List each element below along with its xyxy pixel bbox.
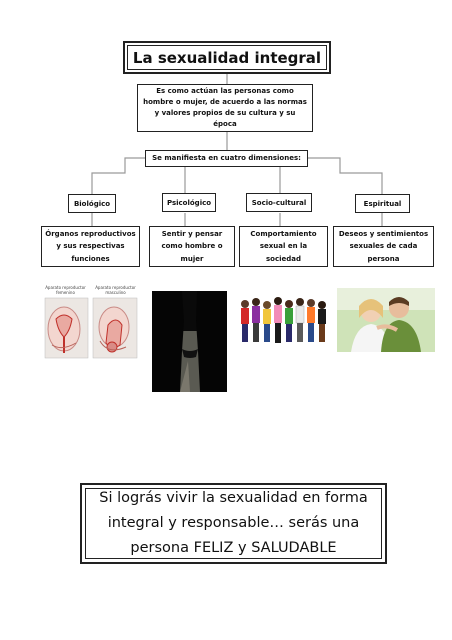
page-title: La sexualidad integral [132,48,322,67]
definition-text: Es como actúan las personas como hombre o mujer, de acuerdo a las normas y valores propios de su cultura y su época [143,87,307,128]
male-system-caption: Aparato reproductor masculino [95,285,136,295]
description-biologico [41,226,140,267]
category-biologico [68,194,116,213]
category-label: Espiritual [363,199,402,208]
closing-message: Si lográs vivir la sexualidad en forma integral y responsable… serás una persona FELIZ y SALUDABLE [99,490,368,556]
description-socio-cultural [239,226,328,267]
category-psicologico [162,193,216,212]
closing-message-box [80,483,387,564]
definition-box [137,84,313,132]
category-label: Psicológico [166,198,212,207]
description-text: Sentir y pensar como hombre o mujer [161,229,223,263]
dimensions-label: Se manifiesta en cuatro dimensiones: [152,154,301,162]
description-espiritual [333,226,434,267]
category-socio-cultural [246,193,312,212]
description-text: Deseos y sentimientos sexuales de cada persona [338,229,429,263]
reproductive-anatomy-image [42,285,140,362]
happy-couple-image [337,288,435,352]
couple-silhouette-image [152,291,227,392]
category-label: Biológico [73,199,111,208]
description-text: Órganos reproductivos y sus respectivas funciones [45,229,136,263]
description-psicologico [149,226,235,267]
female-system-caption: Aparato reproductor femenino [45,285,86,295]
category-espiritual [355,194,410,213]
dimensions-box [145,150,308,167]
youth-group-image [239,292,331,350]
description-text: Comportamiento sexual en la sociedad [250,229,317,263]
category-label: Socio-cultural [251,198,307,207]
title-box [123,41,331,74]
